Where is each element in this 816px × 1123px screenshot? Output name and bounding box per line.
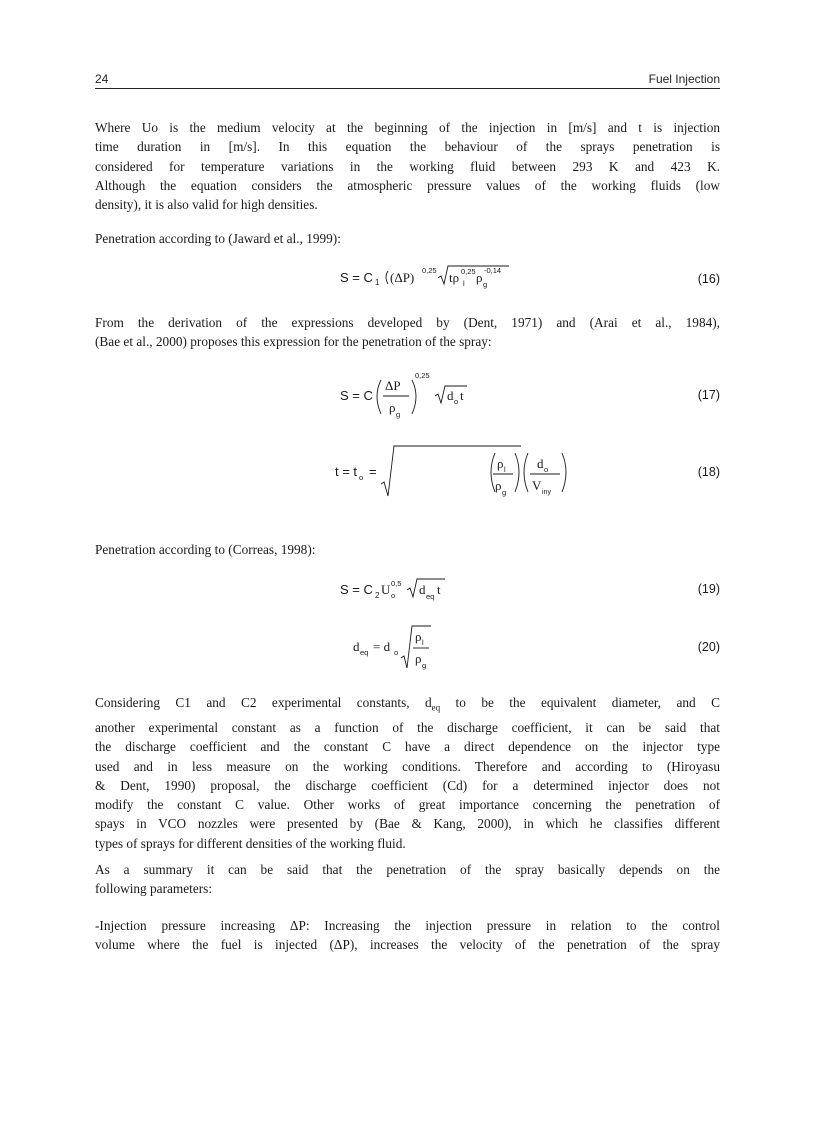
eq17-exp: 0,25: [415, 371, 430, 380]
eq17-radicand-t: t: [460, 388, 464, 403]
equation-16: [95, 262, 720, 292]
text-line: [95, 693, 720, 718]
eq18-f1-num-sub: l: [504, 465, 506, 474]
eq19-u-sub: o: [391, 591, 396, 600]
eq18-f2-den-sub: iny: [542, 489, 551, 496]
text-line: used and in less measure on the working conditions. Therefore and according to (Hiroyasu: [95, 758, 720, 774]
paragraph-injection-pressure: [95, 916, 720, 955]
deq-subscript: eq: [431, 702, 441, 713]
eq17-radicand-sub: o: [454, 397, 459, 406]
paragraph-summary: [95, 860, 720, 899]
paragraph-bae-derivation: [95, 313, 720, 352]
eq20-lhs: d: [353, 639, 360, 654]
text-line: Where Uo is the medium velocity at the beginning of the injection in [m/s] and t is injection: [95, 120, 720, 135]
equation-20-graphic: [95, 622, 720, 672]
text-line: volume where the fuel is injected (ΔP), increases the velocity of the penetration of the spray: [95, 937, 720, 953]
eq18-f1-den-sub: g: [502, 488, 507, 497]
text-line: considered for temperature variations in the working fluid between 293 K and 423 K.: [95, 158, 720, 174]
eq16-rho-g: ρ: [476, 270, 483, 285]
eq18-f2-num: d: [537, 456, 544, 471]
text-line: Penetration according to (Correas, 1998):: [95, 542, 316, 557]
eq18-f1-num: ρ: [497, 456, 504, 471]
eq16-delta-p: (ΔP): [390, 270, 415, 285]
text-line: Penetration according to (Jaward et al., 1999):: [95, 231, 341, 246]
eq20-mid: = d: [373, 639, 391, 654]
eq19-radicand-sub: eq: [426, 592, 435, 601]
page-number: 24: [95, 72, 109, 86]
eq16-sub-g: g: [483, 280, 488, 289]
text-line: From the derivation of the expressions developed by (Dent, 1971) and (Arai et al., 1984),: [95, 315, 720, 330]
equation-20: [95, 622, 720, 672]
equation-17: [95, 366, 720, 426]
header-rule: [95, 88, 720, 89]
eq19-u: U: [381, 582, 391, 597]
equation-17-graphic: [95, 366, 720, 426]
text-line: time duration in [m/s]. In this equation the behaviour of the sprays penetration is: [95, 139, 720, 155]
eq18-paren1-right: [515, 453, 519, 492]
equation-18-graphic: [95, 440, 720, 502]
eq20-mid-sub: o: [394, 648, 399, 657]
eq17-paren-left: [377, 380, 381, 414]
text-line: spays in VCO nozzles were presented by (Bae & Kang, 2000), in which he classifies different: [95, 816, 720, 832]
equation-number: (18): [697, 465, 720, 479]
eq16-c-sub: 1: [375, 278, 380, 287]
text-fragment: to be the equivalent diameter, and C: [440, 695, 720, 710]
eq20-num: ρ: [415, 629, 422, 644]
eq19-c-sub: 2: [375, 591, 380, 600]
eq18-f2-den: V: [532, 478, 542, 493]
eq20-num-sub: l: [422, 638, 424, 647]
text-line: -Injection pressure increasing ΔP: Increasing the injection pressure in relation to the control: [95, 918, 720, 933]
eq18-paren2-left: [524, 453, 528, 492]
paragraph-constants-discussion: [95, 693, 720, 853]
paragraph-velocity-definition: [95, 118, 720, 214]
eq18-f1-den: ρ: [495, 478, 502, 493]
eq16-paren-left: [386, 271, 388, 284]
eq20-den-sub: g: [422, 661, 427, 670]
equation-number: (19): [697, 582, 720, 596]
text-line: another experimental constant as a function of the discharge coefficient, it can be said that: [95, 719, 720, 735]
eq17-num: ΔP: [385, 378, 401, 393]
text-line: types of sprays for different densities of the working fluid.: [95, 835, 406, 851]
text-line: (Bae et al., 2000) proposes this expression for the penetration of the spray:: [95, 334, 492, 350]
text-line: & Dent, 1990) proposal, the discharge coefficient (Cd) for a determined injector does not: [95, 777, 720, 793]
text-line: Although the equation considers the atmospheric pressure values of the working fluids (low: [95, 177, 720, 193]
paragraph-jaward: [95, 229, 720, 248]
eq17-radicand-d: d: [447, 388, 454, 403]
running-header: [95, 70, 720, 88]
eq18-lhs-sub: o: [359, 473, 364, 482]
eq19-radicand-t: t: [437, 582, 441, 597]
text-line: modify the constant C value. Other works of great importance concerning the penetration of: [95, 797, 720, 813]
eq18-lhs: t = t: [335, 464, 358, 479]
eq20-den: ρ: [415, 651, 422, 666]
eq17-den: ρ: [389, 400, 396, 415]
text-line: following parameters:: [95, 881, 213, 897]
eq19-lhs: S = C: [340, 582, 373, 597]
equation-19-graphic: [95, 574, 720, 604]
text-line: the discharge coefficient and the constant C have a direct dependence on the injector type: [95, 739, 720, 755]
text-line: density), it is also valid for high densities.: [95, 197, 318, 213]
equation-number: (16): [697, 272, 720, 286]
equation-number: (20): [697, 640, 720, 654]
eq20-lhs-sub: eq: [360, 648, 369, 657]
text-line: As a summary it can be said that the penetration of the spray basically depends on the: [95, 862, 720, 877]
paragraph-correas: [95, 540, 720, 559]
equation-19: [95, 574, 720, 604]
eq16-sub-l: l: [463, 279, 465, 288]
running-title: Fuel Injection: [648, 72, 720, 86]
equation-number: (17): [697, 388, 720, 402]
eq19-u-exp: 0,5: [391, 579, 402, 588]
eq16-exp-l: 0,25: [461, 267, 476, 276]
eq16-radicand: tρ: [449, 270, 460, 285]
eq16-exp-g: -0,14: [484, 266, 502, 275]
eq18-paren2-right: [562, 453, 566, 492]
eq18-equals: =: [369, 464, 377, 479]
equation-18: [95, 440, 720, 502]
eq19-radicand-d: d: [419, 582, 426, 597]
eq17-den-sub: g: [396, 410, 401, 419]
eq16-exp-dp: 0,25: [422, 266, 437, 275]
eq17-lhs: S = C: [340, 388, 373, 403]
eq18-f2-num-sub: o: [544, 465, 549, 474]
equation-16-graphic: [95, 262, 720, 292]
eq16-lhs: S = C: [340, 270, 373, 285]
text-fragment: Considering C1 and C2 experimental constants, d: [95, 695, 432, 710]
eq17-paren-right: [412, 380, 416, 414]
